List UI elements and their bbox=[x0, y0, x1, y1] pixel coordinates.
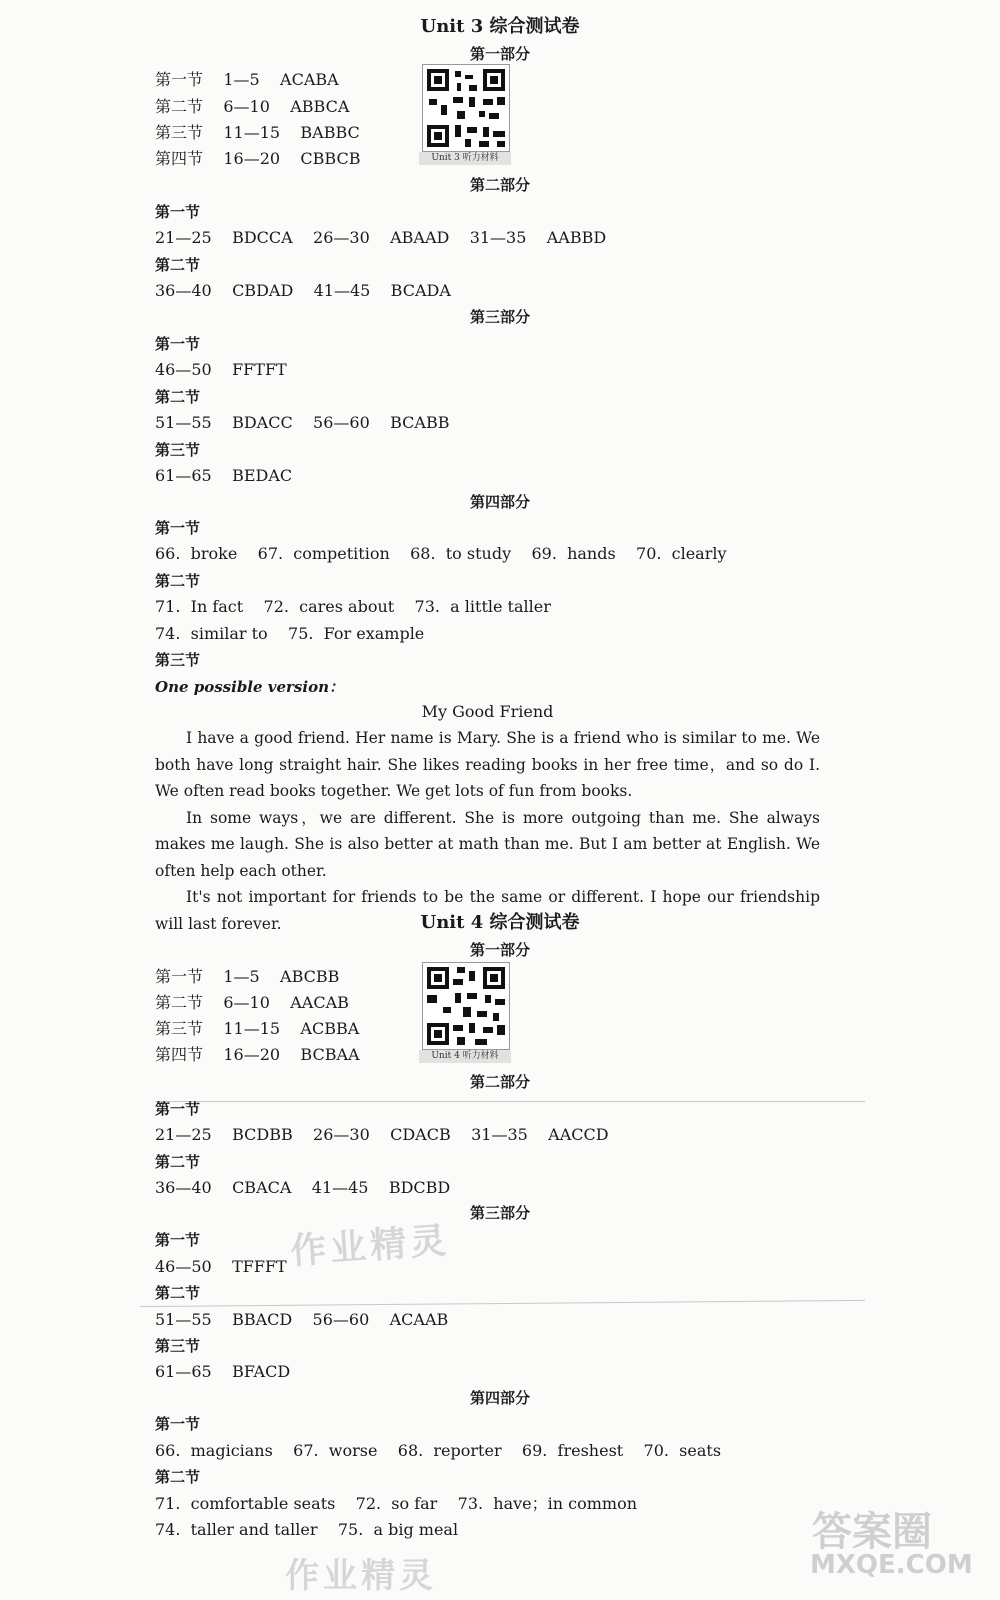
section-label: 第一节 bbox=[155, 519, 201, 537]
unit3-part1-line: 第三节 11—15 BABBC bbox=[155, 123, 360, 142]
unit3-qr-code[interactable] bbox=[419, 64, 511, 166]
unit3-part2-heading: 第二部分 bbox=[469, 176, 530, 194]
section-label: 第二节 bbox=[155, 572, 201, 590]
answer-line: 51—55 BDACC 56—60 BCABB bbox=[155, 413, 450, 432]
answer-line: 36—40 CBACA 41—45 BDCBD bbox=[155, 1178, 451, 1197]
unit4-part1-heading: 第一部分 bbox=[469, 941, 530, 959]
answer-line: 46—50 TFFFT bbox=[155, 1257, 287, 1276]
section-label: 第一节 bbox=[155, 203, 201, 221]
unit4-part1-line: 第四节 16—20 BCBAA bbox=[155, 1045, 360, 1064]
answer-line: 66. broke 67. competition 68. to study 69. hands 70. clearly bbox=[155, 544, 727, 563]
answer-line: 71. In fact 72. cares about 73. a little taller bbox=[155, 597, 551, 616]
unit4-qr-caption: Unit 4 听力材料 bbox=[419, 1050, 511, 1063]
answer-line: 66. magicians 67. worse 68. reporter 69. freshest 70. seats bbox=[155, 1441, 722, 1460]
unit3-part1-heading: 第一部分 bbox=[469, 45, 530, 63]
essay-paragraph: It's not important for friends to be the same or different. I hope our friendship will last forever. bbox=[155, 888, 820, 933]
unit3-part3-heading: 第三部分 bbox=[469, 308, 530, 326]
watermark-bottom: 作业精灵 bbox=[285, 1556, 437, 1596]
unit3-title: Unit 3 综合测试卷 bbox=[420, 16, 580, 37]
section-label: 第一节 bbox=[155, 1415, 201, 1433]
answer-line: 21—25 BDCCA 26—30 ABAAD 31—35 AABBD bbox=[155, 228, 607, 247]
section-label: 第一节 bbox=[155, 1100, 201, 1118]
essay-paragraph: In some ways，we are different. She is more outgoing than me. She always makes me laugh. She is also better at math than me. But I am better at English. We often help each other. bbox=[155, 808, 820, 880]
watermark-corner-url: MXQE.COM bbox=[810, 1550, 973, 1580]
unit4-part1-line: 第三节 11—15 ACBBA bbox=[155, 1019, 360, 1038]
essay-body bbox=[155, 725, 820, 937]
section-label: 第一节 bbox=[155, 335, 201, 353]
unit4-part3-heading: 第三部分 bbox=[469, 1204, 530, 1222]
section-label: 第二节 bbox=[155, 256, 201, 274]
unit4-part2-heading: 第二部分 bbox=[469, 1073, 530, 1091]
essay-paragraph: I have a good friend. Her name is Mary. She is a friend who is similar to me. We both have long straight hair. She likes reading books in her free time，and so do I. We often read books together. We get lots of fun from books. bbox=[155, 729, 820, 800]
unit4-part1-line: 第二节 6—10 AACAB bbox=[155, 993, 349, 1012]
qr-code-icon bbox=[422, 962, 510, 1050]
section-label: 第三节 bbox=[155, 441, 201, 459]
watermark-corner: 答案圈 bbox=[812, 1508, 932, 1555]
section-label: 第三节 bbox=[155, 1337, 201, 1355]
answer-line: 51—55 BBACD 56—60 ACAAB bbox=[155, 1310, 449, 1329]
section-label: 第二节 bbox=[155, 1284, 201, 1302]
unit4-title: Unit 4 综合测试卷 bbox=[420, 912, 580, 933]
unit3-part4-heading: 第四部分 bbox=[469, 493, 530, 511]
divider bbox=[140, 1300, 865, 1307]
version-label: One possible version： bbox=[155, 678, 344, 696]
qr-code-icon bbox=[422, 64, 510, 152]
watermark-mid: 作业精灵 bbox=[288, 1219, 452, 1273]
essay-title: My Good Friend bbox=[421, 702, 554, 721]
answer-line: 21—25 BCDBB 26—30 CDACB 31—35 AACCD bbox=[155, 1125, 609, 1144]
answer-line: 46—50 FFTFT bbox=[155, 360, 287, 379]
answer-line: 61—65 BEDAC bbox=[155, 466, 293, 485]
section-label: 第三节 bbox=[155, 651, 201, 669]
answer-line: 36—40 CBDAD 41—45 BCADA bbox=[155, 281, 451, 300]
unit4-qr-code[interactable] bbox=[419, 962, 511, 1064]
divider bbox=[155, 1101, 865, 1102]
unit3-part1-line: 第四节 16—20 CBBCB bbox=[155, 149, 361, 168]
unit3-part1-line: 第二节 6—10 ABBCA bbox=[155, 97, 350, 116]
unit3-qr-caption: Unit 3 听力材料 bbox=[419, 152, 511, 165]
answer-line: 74. taller and taller 75. a big meal bbox=[155, 1520, 459, 1539]
answer-line: 61—65 BFACD bbox=[155, 1362, 291, 1381]
answer-line: 74. similar to 75. For example bbox=[155, 624, 425, 643]
section-label: 第二节 bbox=[155, 1153, 201, 1171]
unit4-part4-heading: 第四部分 bbox=[469, 1389, 530, 1407]
section-label: 第二节 bbox=[155, 1468, 201, 1486]
answer-line: 71. comfortable seats 72. so far 73. have；in common bbox=[155, 1494, 638, 1513]
section-label: 第一节 bbox=[155, 1231, 201, 1249]
section-label: 第二节 bbox=[155, 388, 201, 406]
unit4-part1-line: 第一节 1—5 ABCBB bbox=[155, 967, 340, 986]
unit3-part1-line: 第一节 1—5 ACABA bbox=[155, 70, 339, 89]
